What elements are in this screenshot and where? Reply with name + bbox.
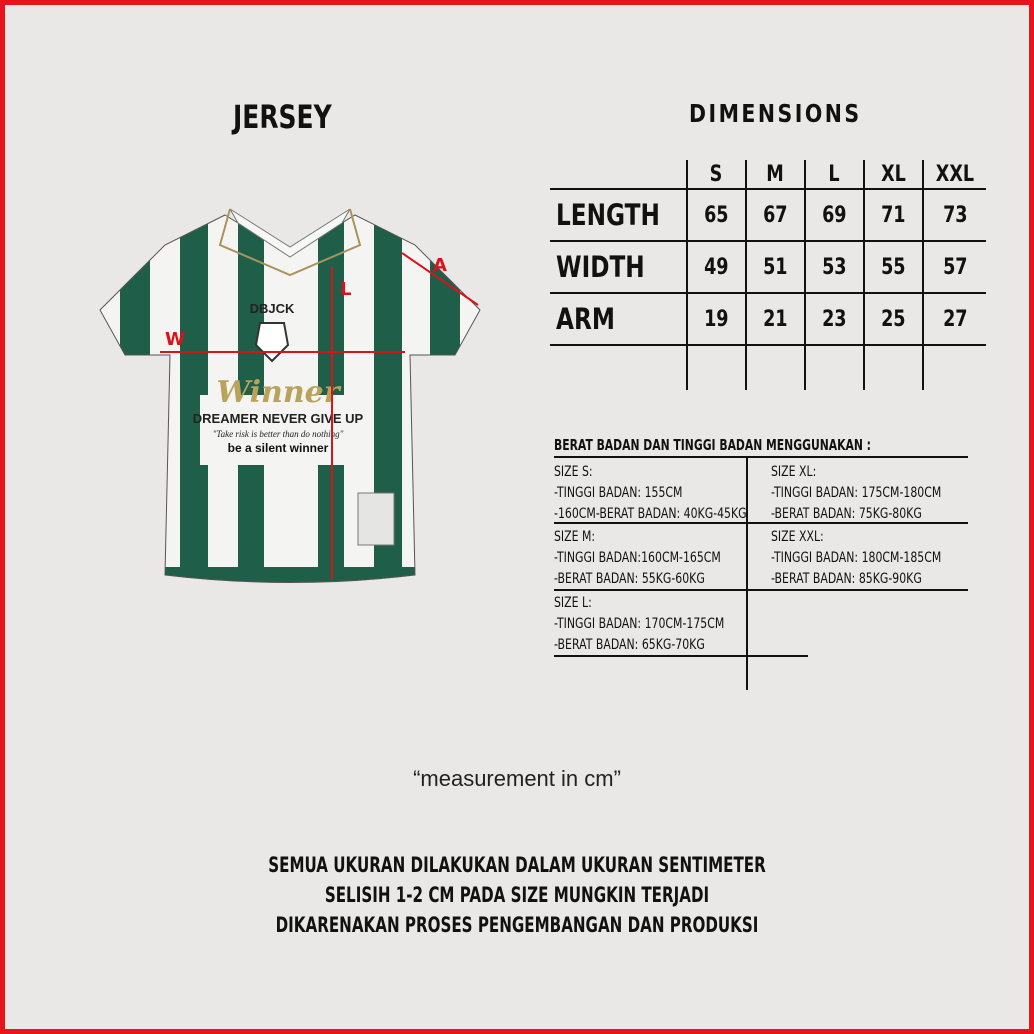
jersey-slogan: DREAMER NEVER GIVE UP	[192, 411, 364, 426]
size-s-label: SIZE S:	[554, 464, 593, 480]
size-m-weight: -BERAT BADAN: 55KG-60KG	[554, 571, 705, 587]
row-label-length: LENGTH	[550, 189, 687, 241]
table-cell: 73	[923, 189, 986, 241]
length-label: L	[340, 279, 352, 300]
table-cell: 25	[864, 293, 923, 345]
table-cell: 71	[864, 189, 923, 241]
table-cell: 27	[923, 293, 986, 345]
table-cell: 65	[687, 189, 746, 241]
jersey-winner-script: Winner	[216, 375, 340, 410]
size-header-l: L	[805, 160, 864, 189]
table-cell: 55	[864, 241, 923, 293]
table-cell: 53	[805, 241, 864, 293]
size-l-guide	[554, 593, 772, 656]
table-row	[550, 293, 986, 345]
size-dimension-table	[550, 160, 986, 390]
size-xl-label: SIZE XL:	[771, 464, 817, 480]
size-header-m: M	[746, 160, 805, 189]
divider	[554, 456, 968, 458]
footer-line-2: SELISIH 1-2 CM PADA SIZE MUNGKIN TERJADI	[324, 883, 710, 907]
dimensions-title: DIMENSIONS	[689, 99, 862, 128]
size-xxl-height: -TINGGI BADAN: 180CM-185CM	[771, 550, 942, 566]
table-row	[550, 189, 986, 241]
footer-line-1: SEMUA UKURAN DILAKUKAN DALAM UKURAN SENTIMETER	[268, 853, 766, 877]
jersey-brand-text: DBJCK	[249, 301, 295, 316]
size-m-guide	[554, 527, 768, 590]
size-xxl-guide	[771, 527, 989, 590]
table-cell: 21	[746, 293, 805, 345]
row-label-width: WIDTH	[550, 241, 687, 293]
table-row-empty	[550, 345, 986, 390]
jersey-tagline: be a silent winner	[227, 441, 329, 455]
size-xl-guide	[771, 462, 989, 525]
size-l-label: SIZE L:	[554, 595, 592, 611]
measurement-unit-note: “measurement in cm”	[413, 766, 621, 791]
body-guide-title: BERAT BADAN DAN TINGGI BADAN MENGGUNAKAN :	[554, 436, 871, 454]
table-row	[550, 241, 986, 293]
footer-line-3: DIKARENAKAN PROSES PENGEMBANGAN DAN PRODUKSI	[275, 913, 759, 937]
size-xxl-weight: -BERAT BADAN: 85KG-90KG	[771, 571, 922, 587]
width-label: W	[165, 329, 185, 350]
jersey-quote: "Take risk is better than do nothing"	[212, 429, 344, 439]
table-cell: 57	[923, 241, 986, 293]
table-cell: 67	[746, 189, 805, 241]
table-cell: 51	[746, 241, 805, 293]
size-header-s: S	[687, 160, 746, 189]
table-cell: 23	[805, 293, 864, 345]
jersey-image	[60, 195, 500, 595]
size-header-xl: XL	[864, 160, 923, 189]
row-label-arm: ARM	[550, 293, 687, 345]
table-cell: 69	[805, 189, 864, 241]
size-l-weight: -BERAT BADAN: 65KG-70KG	[554, 637, 705, 653]
size-xl-height: -TINGGI BADAN: 175CM-180CM	[771, 485, 942, 501]
size-header-xxl: XXL	[923, 160, 986, 189]
jersey-hem-label	[358, 493, 394, 545]
table-corner	[550, 160, 687, 189]
table-cell: 49	[687, 241, 746, 293]
size-s-weight: -160CM-BERAT BADAN: 40KG-45KG	[554, 506, 747, 522]
table-cell: 19	[687, 293, 746, 345]
size-m-label: SIZE M:	[554, 529, 596, 545]
jersey-title: JERSEY	[233, 98, 332, 136]
size-xxl-label: SIZE XXL:	[771, 529, 824, 545]
arm-label: A	[433, 255, 447, 276]
size-s-height: -TINGGI BADAN: 155CM	[554, 485, 683, 501]
size-s-guide	[554, 462, 801, 525]
size-xl-weight: -BERAT BADAN: 75KG-80KG	[771, 506, 922, 522]
size-m-height: -TINGGI BADAN:160CM-165CM	[554, 550, 721, 566]
size-l-height: -TINGGI BADAN: 170CM-175CM	[554, 616, 725, 632]
footer-notes	[0, 850, 1034, 940]
